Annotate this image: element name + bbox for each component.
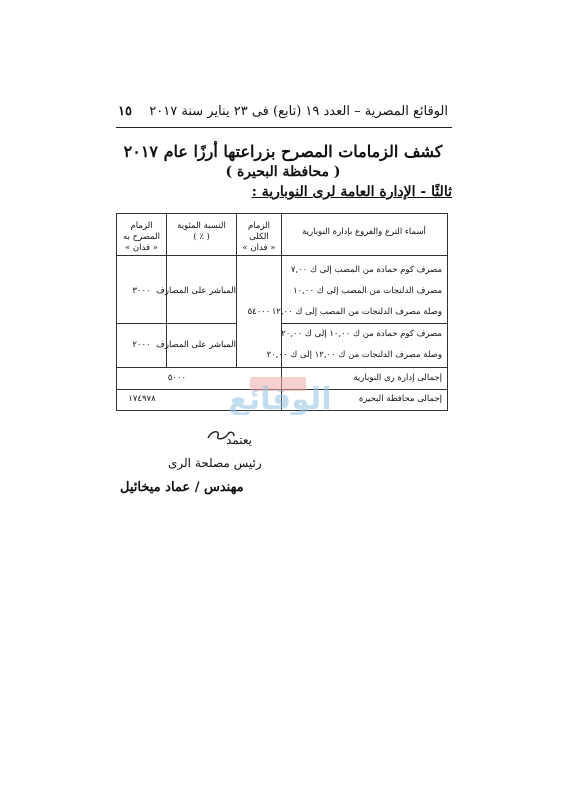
group-divider-left <box>116 323 236 324</box>
header-percentage <box>167 221 236 243</box>
header-percentage-unit: ( ٪ ) <box>193 232 210 242</box>
header-canal-name: أسماء الترع والفروع بإدارة النوبارية <box>302 227 426 237</box>
total-nubaria-value: ٥٠٠٠ <box>167 373 187 383</box>
total-beheira-value: ١٧٤٩٧٨ <box>128 394 156 404</box>
total-area-value: ٥٤٠٠٠ <box>247 307 271 317</box>
total-row-divider-1 <box>116 367 448 368</box>
section-heading: ثالثًا - الإدارة العامة لرى النوبارية : <box>251 184 452 200</box>
group-divider-right <box>281 323 448 324</box>
header-rule <box>116 127 452 128</box>
governorate-subheading: ( محافظة البحيرة ) <box>225 164 341 180</box>
watermark-text: الوقائع <box>228 382 332 415</box>
group2-permitted: ٢٠٠٠ <box>132 340 151 350</box>
table-row: مصرف الدلنجات من المصب إلى ك ١٠,٠٠ <box>293 286 442 296</box>
table-row: مصرف كوم حمادة من ك ١٠,٠٠ إلى ك ٢٠,٠٠ <box>281 329 442 339</box>
group1-percent: المباشر على المصارف <box>156 286 236 296</box>
page-header <box>118 104 448 126</box>
group1-permitted: ٣٠٠٠ <box>132 286 151 296</box>
header-row-divider <box>116 255 448 256</box>
table-row: مصرف كوم حمادة من المصب إلى ك ٧,٠٠ <box>290 265 442 275</box>
total-nubaria-label: إجمالى إدارة رى النوبارية <box>353 373 442 383</box>
total-beheira-label: إجمالى محافظة البحيرة <box>358 394 442 404</box>
signatory-name: مهندس / عماد ميخائيل <box>120 480 244 495</box>
approval-label: يعتمد <box>226 433 252 447</box>
header-total-area-label: الزمام الكلى <box>247 221 271 242</box>
group2-percent: المباشر على المصارف <box>156 340 236 350</box>
header-permitted-area-unit: « فدان » <box>125 243 158 253</box>
header-total-area-unit: « فدان » <box>242 243 276 253</box>
header-percentage-label: النسبة المئوية <box>177 221 226 231</box>
page-number: ١٥ <box>118 104 132 119</box>
header-permitted-area-label: الزمام المصرح به <box>122 221 161 242</box>
gazette-issue-title: الوقائع المصرية – العدد ١٩ (تابع) فى ٢٣ يناير سنة ٢٠١٧ <box>149 104 448 119</box>
document-heading: كشف الزمامات المصرح بزراعتها أرزًا عام ٢٠١٧ <box>123 142 443 161</box>
table-row: وصلة مصرف الدلنجات من المصب إلى ك ١٢,٠٠ <box>271 307 442 317</box>
watermark-logo <box>180 373 380 415</box>
table-row: وصلة مصرف الدلنجات من ك ١٢,٠٠ إلى ك ٢٠,٠٠ <box>266 350 442 360</box>
table-border-right <box>447 213 448 411</box>
signatory-position: رئيس مصلحة الرى <box>168 456 262 470</box>
header-permitted-area <box>117 221 166 254</box>
header-total-area <box>237 221 281 254</box>
